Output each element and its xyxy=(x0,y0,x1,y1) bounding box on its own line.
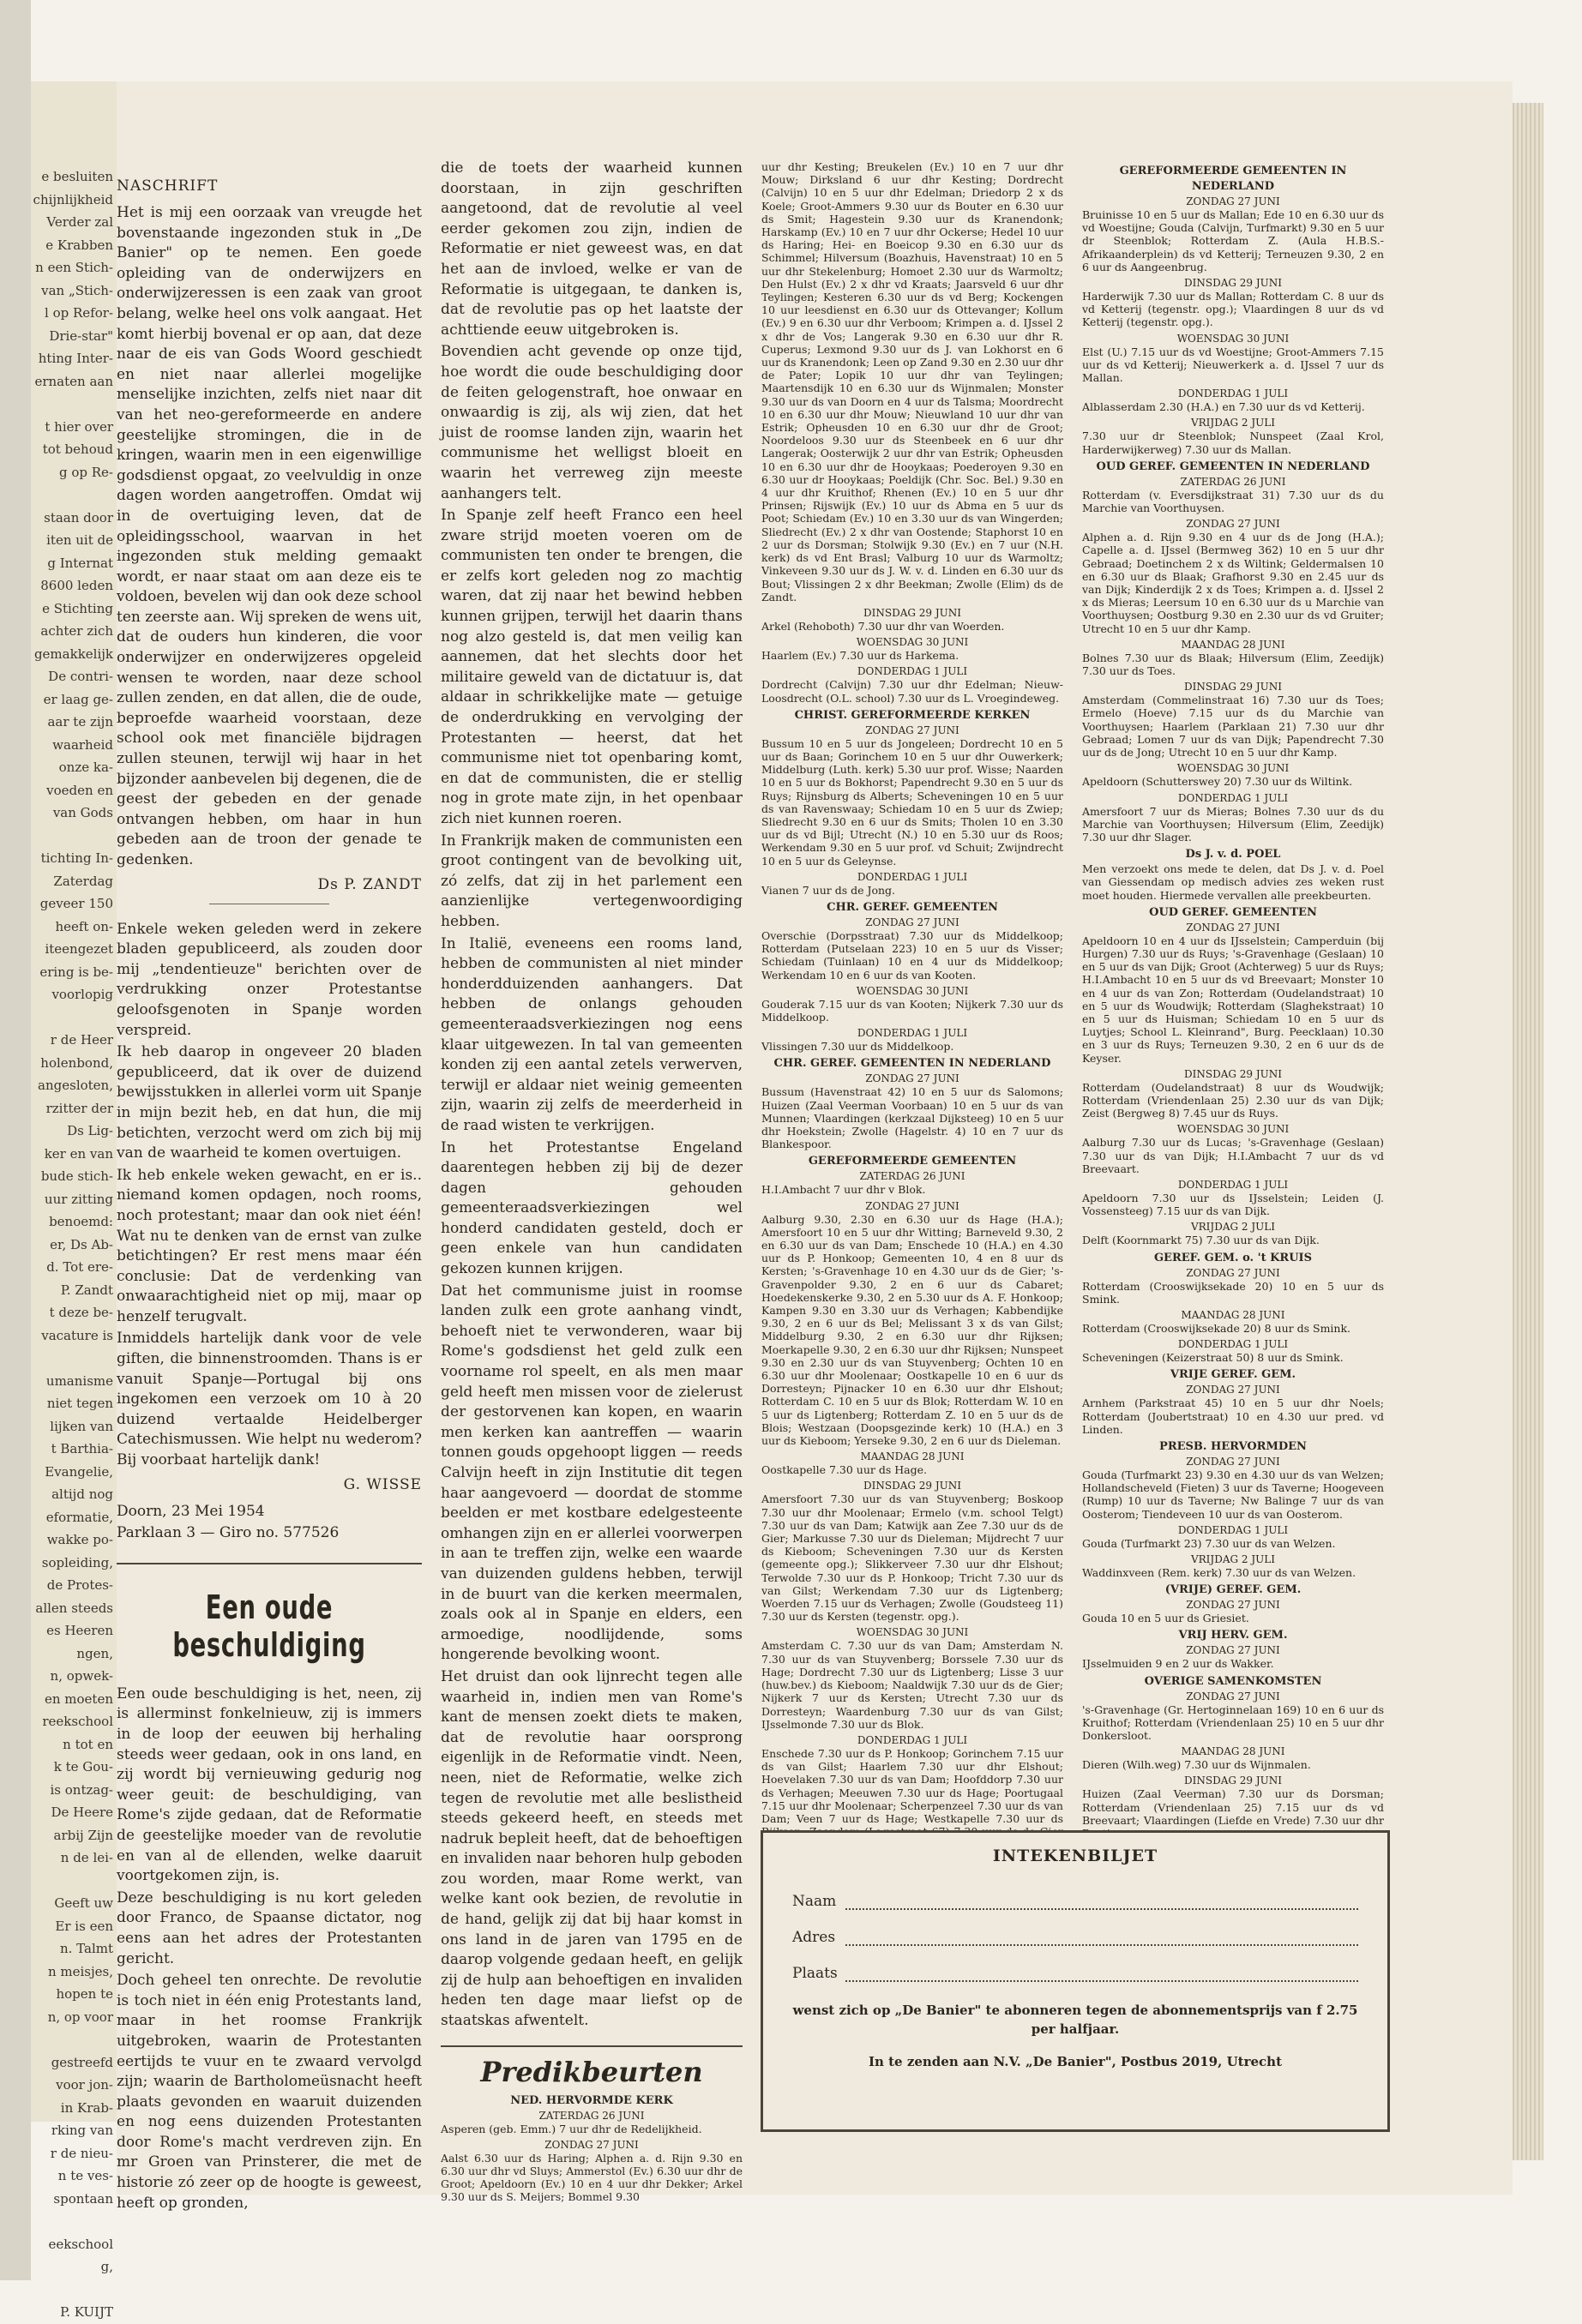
name-field[interactable] xyxy=(792,1893,1358,1910)
name-line[interactable] xyxy=(845,1896,1358,1910)
prev-page-line: rzitter der xyxy=(45,1100,113,1116)
prev-page-line: n, op voor xyxy=(47,2009,113,2025)
service-listing: Gouda (Turfmarkt 23) 9.30 en 4.30 uur ds van Welzen; Hollandscheveld (Fieten) 3 uur ds Taverne; Hoogeveen (Rump) 10 uur ds Taverne; Nw Balinge 7 uur ds van Oosterom; Tiendeveen 10 uur ds van Oosterom. xyxy=(1082,1468,1384,1521)
prev-page-line: reekschool xyxy=(42,1714,113,1729)
prev-page-line: niet tegen xyxy=(46,1396,113,1411)
service-listing: Vlissingen 7.30 uur ds Middelkoop. xyxy=(761,1040,954,1054)
day-heading: WOENSDAG 30 JUNI xyxy=(1176,332,1290,345)
day-heading: DINSDAG 29 JUNI xyxy=(1183,277,1283,290)
service-listing: Delft (Koornmarkt 75) 7.30 uur ds van Dijk. xyxy=(1082,1234,1320,1247)
prev-page-line: waarheid xyxy=(52,736,113,753)
service-listing: Huizen (Zaal Veerman) 7.30 uur ds Dorsman; Rotterdam (Vriendenlaan 25) 7.15 uur ds vd Breevaart; Vlaardingen (Liefde en Vrede) 7.30 uur dhr xyxy=(1082,1787,1384,1827)
day-heading: MAANDAG 28 JUNI xyxy=(1181,1745,1285,1758)
day-heading: VRIJDAG 2 JULI xyxy=(1190,417,1276,429)
letter-paragraph: Inmiddels hartelijk dank voor de vele giften, die binnenstroomden. Thans is er vanuit Spanje—Portugal bij ons ingekomen een verzoek om 10 à 20 duizend vertaalde Heidelberger Catechismussen. Wie helpt nu wederom? Bij voorbaat hartelijk dank! xyxy=(117,1330,422,1469)
service-listing: Arkel (Rehoboth) 7.30 uur dhr van Woerden. xyxy=(761,619,1005,633)
day-heading: DONDERDAG 1 JULI xyxy=(857,870,968,883)
prev-page-line: wakke po- xyxy=(46,1532,113,1547)
church-heading: GEREF. GEM. o. 't KRUIS xyxy=(1153,1251,1313,1264)
day-heading: DINSDAG 29 JUNI xyxy=(863,1480,962,1492)
service-listing: Gouda 10 en 5 uur ds Griesiet. xyxy=(1082,1612,1249,1625)
prev-page-line: gemakkelijk xyxy=(33,646,113,662)
prev-page-line: Verder zal xyxy=(46,214,113,230)
day-heading: ZONDAG 27 JUNI xyxy=(1186,921,1280,934)
article-headline: Een oude beschuldiging xyxy=(172,1588,366,1664)
prev-page-line: d. Tot ere- xyxy=(46,1259,113,1275)
day-heading: DONDERDAG 1 JULI xyxy=(1177,1523,1289,1536)
church-heading: GEREFORMEERDE GEMEENTEN IN NEDERLAND xyxy=(1119,165,1347,193)
prev-page-line: g, xyxy=(100,2259,113,2274)
prev-page-line xyxy=(31,1347,117,1370)
service-listing: Waddinxveen (Rem. kerk) 7.30 uur ds van Welzen. xyxy=(1082,1566,1356,1580)
address-line[interactable] xyxy=(845,1932,1358,1946)
article-paragraph: Bovendien acht gevende op onze tijd, hoe wordt die oude beschuldiging door de feiten gelogenstraft, hoe onwaar en onwaardig is zij, als wij zien, dat het juist de roomse landen zijn, waarin het communisme het welligst bloeit en waarin het verreweg zijn meeste aanhangers telt. xyxy=(441,343,743,502)
prev-page-line: sopleiding, xyxy=(41,1554,113,1570)
prev-page-line: in Krab- xyxy=(60,2099,113,2116)
prev-page-line: e besluiten xyxy=(41,169,113,184)
prev-page-line: e Krabben xyxy=(45,237,113,253)
prev-page-line: De Heere xyxy=(51,1805,113,1820)
prev-page-line: holenbond, xyxy=(40,1054,113,1071)
place-field[interactable] xyxy=(792,1965,1358,1982)
prev-page-line: Geeft uw xyxy=(54,1895,113,1911)
day-heading: DONDERDAG 1 JULI xyxy=(1177,1338,1289,1351)
day-heading: MAANDAG 28 JUNI xyxy=(1181,1308,1285,1321)
prev-page-line: hopen te xyxy=(56,1986,113,2002)
prev-page-line: Drie-star" xyxy=(49,327,113,344)
prev-page-line: de Protes- xyxy=(46,1577,113,1593)
prev-page-line: altijd nog xyxy=(51,1486,113,1502)
prev-page-line: chijnlijkheid xyxy=(33,191,113,207)
church-heading: Ds J. v. d. POEL xyxy=(1185,848,1281,862)
article-paragraph: Het druist dan ook lijnrecht tegen alle waarheid in, indien men van Rome's kant de mensen zoekt diets te maken, dat de revolutie haar oorsprong eigenlijk in de Reformatie vindt. Neen, neen, niet de Reformatie, welke zich tegen de revolutie met alle beslistheid steeds gekeerd heeft, en steeds met nadruk bepleit heeft, dat de behoeftigen en invaliden naar behoren hulp geboden zou worden, maar Rome werkt, van welke kant ook bezien, de revolutie in de hand, gelijk zij dat bij haar komst in ons land in de jaren van 1795 en de daarop volgende gedaan heeft, en gelijk zij de hulp aan behoeftigen en invaliden heden ten dage maar liefst op de staatskas afwentelt. xyxy=(441,1667,743,2030)
column-2 xyxy=(441,159,743,2207)
prev-page-line: aar te zijn xyxy=(47,714,113,730)
divider xyxy=(441,2045,743,2047)
service-listing: Rotterdam (Crooswijksekade 20) 8 uur ds Smink. xyxy=(1082,1321,1351,1335)
prev-page-line: geveer 150 xyxy=(39,896,113,911)
prev-page-line: r de nieu- xyxy=(50,2145,113,2161)
prev-page-line xyxy=(31,483,117,507)
service-listing: Apeldoorn 10 en 4 uur ds IJsselstein; Camperduin (bij Hurgen) 7.30 uur ds Ruys; 's-Gravenhage (Geslaan) 10 en 5 uur ds van Dijk; Groot (Achterweg) 5 uur ds Ruys; H.I.Ambacht 10 en 5 uur ds vd Breevaart; Monster 10 en 4 uur ds van Zon; Rotterdam (Oudelandstraat) 10 en 5 uur ds Woudwijk; Rotterdam (Slaghekstraat) 10 en 5 uur ds Huisman; Schiedam 10 en 5 uur ds Luytjes; School L. Kleinrand", Burg. Peecklaan) 10.30 en 3 uur ds Ruys; Terneuzen 9.30, 2 en 6 uur ds de Keyser. xyxy=(1082,934,1384,1065)
church-heading: PRESB. HERVORMDEN xyxy=(1159,1440,1307,1453)
prev-page-line: Evangelie, xyxy=(45,1463,113,1480)
prev-page-line: Ds Lig- xyxy=(67,1123,113,1138)
prev-page-line: is ontzag- xyxy=(50,1781,113,1798)
prev-page-line: er laag ge- xyxy=(43,691,113,707)
service-listing: Rotterdam (Oudelandstraat) 8 uur ds Woudwijk; Rotterdam (Vriendenlaan 25) 2.30 uur ds van Dijk; Zeist (Bergweg 8) 7.45 uur ds Ruys. xyxy=(1082,1080,1384,1120)
letter-paragraph: Ik heb daarop in ongeveer 20 bladen gepubliceerd, dat ik over de duizend bewijsstukken in allerlei vorm uit Spanje in mijn bezit heb, en dat hun, die mij betichten, verzocht werd om zich bij mij van de waarheid te komen overtuigen. xyxy=(117,1043,422,1162)
service-listing: H.I.Ambacht 7 uur dhr v Blok. xyxy=(761,1183,926,1197)
day-heading: ZONDAG 27 JUNI xyxy=(1186,518,1280,531)
service-listing: Arnhem (Parkstraat 45) 10 en 5 uur dhr Noels; Rotterdam (Joubertstraat) 10 en 4.30 uur pred. vd Linden. xyxy=(1082,1396,1384,1436)
service-listing: Asperen (geb. Emm.) 7 uur dhr de Redelijkheid. xyxy=(441,2122,702,2135)
day-heading: ZONDAG 27 JUNI xyxy=(865,1072,959,1085)
prev-page-line: n de lei- xyxy=(60,1850,113,1865)
church-heading: OUD GEREF. GEMEENTEN xyxy=(1149,905,1317,919)
naschrift-text: Het is mij een oorzaak van vreugde het bovenstaande ingezonden stuk in „De Banier" op te nemen. Een goede opleiding van de onderwijzers en onderwijzeressen is een zaak van groot belang, welke heel ons volk aangaat. Het komt hierbij bovenal er op aan, dat deze naar de eis van Gods Woord geschiedt en niet naar allerlei mogelijke menselijke inzichten, zelfs niet naar dit van het neo-gereformeerde en andere geestelijke stromingen, die in de kringen, waarin men in een eigenwillige godsdienst opgaat, zo veelvuldig in onze dagen worden aangetroffen. Omdat wij in de overtuiging leven, dat de opleidingsschool, waarvan in het ingezonden stuk melding gemaakt wordt, er naar staat om aan deze eis te voldoen, bevelen wij dan ook deze school ten zeerste aan. Wij spreken de wens uit, dat de ouders hun kinderen, die voor onderwijzer en onderwijzeres opgeleid wensen te worden, naar deze school zullen zenden, en dat allen, die de oude, beproefde waarheid voorstaan, deze school ook met financiële bijdragen zullen steunen, terwijl wij haar in het bijzonder aanbevelen bij degenen, die de geest der gebeden en der genade ontvangen hebben, om haar in hun gebeden aan de troon der genade te gedenken. xyxy=(117,204,422,868)
day-heading: VRIJDAG 2 JULI xyxy=(1190,1221,1276,1234)
service-listing: Amersfoort 7 uur ds Mieras; Bolnes 7.30 uur ds du Marchie van Voorthuysen; Hilversum (Elim, Zeedijk) 7.30 uur dhr Slager. xyxy=(1082,804,1384,844)
church-heading: GEREFORMEERDE GEMEENTEN xyxy=(808,1155,1017,1168)
day-heading: WOENSDAG 30 JUNI xyxy=(856,1626,969,1639)
prev-page-line: De contri- xyxy=(48,669,113,684)
prev-page-line: achter zich xyxy=(40,623,113,639)
prev-page-line: hting Inter- xyxy=(38,351,113,366)
day-heading: WOENSDAG 30 JUNI xyxy=(856,636,969,649)
service-listing: Rotterdam (v. Eversdijkstraat 31) 7.30 uur ds du Marchie van Voorthuysen. xyxy=(1082,488,1384,515)
article-paragraph: In Frankrijk maken de communisten een groot contingent van de bevolking uit, zó zelfs, dat zij in het parlement een aanzienlijke vertegenwoordiging hebben. xyxy=(441,832,743,930)
prev-page-line: 8600 leden xyxy=(40,578,113,593)
service-listing: Enschede 7.30 uur ds P. Honkoop; Gorinchem 7.15 uur ds van Gilst; Haarlem 7.30 uur dhr Elshout; Hoevelaken 7.30 uur ds van Dam; Hoofddorp 7.30 uur ds Verhagen; Meeuwen 7.30 uur ds Hage; Poortugaal 7.15 uur dhr Moolenaar; Scherpenzeel 7.30 uur ds van Dam; Veen 7 uur ds Hage; Westkapelle 7.30 uur ds xyxy=(761,1746,1063,1825)
prev-page-line: n, opwek- xyxy=(50,1668,113,1684)
service-listing: Bussum 10 en 5 uur ds Jongeleen; Dordrecht 10 en 5 uur ds Baan; Gorinchem 10 en 5 uur dhr Ouwerkerk; Middelburg (Luth. kerk) 5.30 uur prof. Wisse; Naarden 10 en 5 uur ds Bokhorst; Papendrecht 9.30 en 5 uur ds Ruys; Rijnsburg ds Alberts; Scheveningen 10 en 5 uur ds van Ravenswaay; Schiedam 10 en 5 uur ds Zwiep; Sliedrecht 9.30 en 6 uur ds Smits; Tholen 10 en 3.30 uur ds vd Bijl; Utrecht (N.) 10 en 5.30 uur ds Roos; Werkendam 9.30 en 5 uur prof. vd Schuit; Zwijndrecht 10 en 5 uur ds Geleynse. xyxy=(761,736,1063,868)
service-listing: Elst (U.) 7.15 uur ds vd Woestijne; Groot-Ammers 7.15 uur ds vd Ketterij; Nieuwerkerk a. d. IJssel 7 uur ds Mallan. xyxy=(1082,345,1384,385)
service-listing: Bruinisse 10 en 5 uur ds Mallan; Ede 10 en 6.30 uur ds vd Woestijne; Gouda (Calvijn, Turfmarkt) 9.30 en 5 uur dr Steenblok; Rotterdam Z. (Aula H.B.S.- Afrikaanderplein) ds vd Ketterij; Terneuzen 9.30, 2 en 6 uur ds Aangeenbrug. xyxy=(1082,208,1384,273)
prev-page-line: tichting In- xyxy=(40,850,113,866)
article-paragraph: Een oude beschuldiging is het, neen, zij is allerminst fonkelnieuw, zij is immers in de loop der eeuwen bij herhaling steeds weer gedaan, ook in ons land, en zij wordt bij vernieuwing gedurig nog weer geuit: de beschuldiging, van Rome's zijde gedaan, dat de Reformatie de geestelijke moeder van de revolutie en van al de ellenden, welke daaruit voortgekomen zijn, is. xyxy=(117,1684,422,1885)
day-heading: ZONDAG 27 JUNI xyxy=(544,2138,639,2151)
prev-page-line: ernaten aan xyxy=(34,373,113,389)
service-listing: Apeldoorn (Schutterswey 20) 7.30 uur ds Wiltink. xyxy=(1082,775,1353,789)
service-listing: Dieren (Wilh.weg) 7.30 uur ds Wijnmalen. xyxy=(1082,1758,1311,1772)
day-heading: DINSDAG 29 JUNI xyxy=(1183,1067,1283,1080)
day-heading: ZONDAG 27 JUNI xyxy=(865,916,959,928)
service-listing: Haarlem (Ev.) 7.30 uur ds Harkema. xyxy=(761,649,959,663)
prev-page-line: onze ka- xyxy=(58,760,113,775)
day-heading: DINSDAG 29 JUNI xyxy=(1183,681,1283,694)
address-field[interactable] xyxy=(792,1929,1358,1946)
service-listing: Apeldoorn 7.30 uur ds IJsselstein; Leiden (J. Vossensteeg) 7.15 uur ds van Dijk. xyxy=(1082,1191,1384,1218)
day-heading: ZATERDAG 26 JUNI xyxy=(1180,475,1286,488)
name-label: Naam xyxy=(792,1893,837,1910)
church-heading: CHR. GEREF. GEMEENTEN xyxy=(827,900,998,914)
service-listing: Vianen 7 uur ds de Jong. xyxy=(761,883,896,897)
prev-page-line: en moeten xyxy=(44,1690,113,1707)
service-listing: Aalburg 7.30 uur ds Lucas; 's-Gravenhage (Geslaan) 7.30 uur ds van Dijk; H.I.Ambacht 7 uur ds vd Breevaart. xyxy=(1082,1136,1384,1175)
day-heading: WOENSDAG 30 JUNI xyxy=(1176,762,1290,775)
letter-place-date: Doorn, 23 Mei 1954 xyxy=(117,1502,265,1520)
day-heading: DONDERDAG 1 JULI xyxy=(1177,387,1289,400)
service-listing: Amsterdam C. 7.30 uur ds van Dam; Amsterdam N. 7.30 uur ds van Stuyvenberg; Borssele 7.30 uur ds Hage; Dordrecht 7.30 uur ds Ligtenberg; Lisse 3 uur (huw.bev.) ds Kieboom; Naaldwijk 7.30 uur ds de Gier; Nijkerk 7 uur ds Kersten; Utrecht 7.30 uur ds Dorresteyn; Waardenburg 7.30 uur ds van Gilst; IJsselmonde 7.30 uur ds Blok. xyxy=(761,1639,1063,1731)
service-listing: 7.30 uur dr Steenblok; Nunspeet (Zaal Krol, Harderwijkerweg) 7.30 uur ds Mallan. xyxy=(1082,429,1384,456)
prev-page-line: iten uit de xyxy=(46,532,113,548)
service-listing: Bolnes 7.30 uur ds Blaak; Hilversum (Elim, Zeedijk) 7.30 uur ds Toes. xyxy=(1082,651,1384,678)
service-listing: Dordrecht (Calvijn) 7.30 uur dhr Edelman; Nieuw-Loosdrecht (O.L. school) 7.30 uur ds L. Vroegindeweg. xyxy=(761,678,1063,705)
prev-page-line: iteengezet xyxy=(45,941,113,957)
prev-page-line: arbij Zijn xyxy=(53,1827,113,1843)
prev-page-line: vacature is xyxy=(41,1327,113,1343)
prev-page-line: staan door xyxy=(44,509,113,525)
book-spine xyxy=(0,0,31,2280)
prev-page-line: g Internat xyxy=(47,555,113,571)
service-listing: Alblasserdam 2.30 (H.A.) en 7.30 uur ds vd Ketterij. xyxy=(1082,400,1365,414)
article-paragraph: Doch geheel ten onrechte. De revolutie is toch niet in één enig Protestants land, maar in het roomse Frankrijk uitgebroken, waarin de Protestanten eertijds te vuur en te zwaard vervolgd zijn; waarin de Bartholomeüsnacht heeft plaats gevonden en waaruit duizenden en nog eens duizenden Protestanten door Rome's macht verdreven zijn. En mr Groen van Prinsterer, die met de historie zó zeer op de hoogte is geweest, heeft op gronden, xyxy=(117,1972,422,2212)
prev-page-line: gestreefd xyxy=(51,2054,113,2070)
prev-page-line: k te Gou- xyxy=(53,1759,113,1775)
service-listing: uur dhr Kesting; Breukelen (Ev.) 10 en 7 uur dhr Mouw; Dirksland 6 uur dhr Kesting; Dordrecht (Calvijn) 10 en 5 uur dhr Edelman; Driedorp 2 x ds Koele; Groot-Ammers 9.30 uur ds Bouter en 6.30 uur ds Smit; Hagestein 9.30 uur ds Kranendonk; Harskamp (Ev.) 10 en 7 uur dhr Ockerse; Hedel 10 uur ds Haring; Hei- en Boeicop 9.30 en 6.30 uur ds Schimmel; Hilversum (Boazhuis, Havenstraat) 10 en 5 uur dhr Stekelenburg; Homoet 2.30 uur ds Warmoltz; Den Hulst (Ev.) 2 x dhr vd Kraats; Jaarsveld 6 uur dhr Teylingen; Kesteren 6.30 uur ds vd Berg; Kockengen 10 uur leesdienst en 6.30 uur ds Ottevanger; Kollum (Ev.) 9 en 6.30 uur dhr Verboom; Krimpen a. d. IJssel 2 x dhr de Vos; Langerak 9.30 en 6.30 uur dhr R. Cuperus; Lexmond 9.30 uur ds J. van Lokhorst en 6 uur ds Kranendonk; Leen op Zand 9.30 en 2.30 uur dhr de Pater; Lopik 10 uur dhr van Teylingen; Maartensdijk 10 en 6.30 uur ds Wijnmalen; Monster 9.30 uur ds van Doorn en 4 uur ds Talsma; Moordrecht 10 en 6.30 uur dhr Mouw; Nieuwland 10 uur dhr van Estrik; Opheusden 10 en 6.30 uur dhr de Groot; Noordeloos 9.30 uur ds Steenbeek en 6 uur dhr Langerak; Oosterwijk 2 uur dhr van Estrik; Opheusden 10 en 6.30 uur dhr de Hooykaas; Poederoyen 9.30 en 6.30 uur dr Hooykaas; Poeldijk (Chr. Soc. Bel.) 9.30 en 4 uur dhr Kruithof; Rhenen (Ev.) 10 en 5 uur dhr Prinsen; Rijswijk (Ev.) 10 uur ds Abma en 5 uur ds Poot; Schiedam (Ev.) 10 en 3.30 uur ds van Wingerden; Sliedrecht (Ev.) 2 x dhr van Oostende; Staphorst 10 en 2 uur ds Dorsman; Stolwijk 9.30 (Ev.) en 7 uur (N.H. kerk) ds vd Ent Brasl; Valburg 10 uur ds Warmoltz; Vinkeveen 9.30 uur ds J. W. v. d. Linden en 6.30 uur ds Bout; Vlissingen 2 x dhr Beekman; Zwolle (Elim) ds de Zandt. xyxy=(761,160,1063,604)
article-paragraph: Dat het communisme juist in roomse landen zulk een grote aanhang vindt, behoeft niet te verwonderen, waar bij Rome's godsdienst het geld zulk een voorname rol speelt, en als men maar geld heeft men missen voor de zielerust der gestorvenen kan kopen, en waarin men kerken kan aantreffen — waarin tonnen gouds opgehoopt liggen — reeds Calvijn heeft in zijn Institutie dit tegen haar aangevoerd — doordat de stomme beelden er met kostbare edelgesteente omhangen zijn en er allerlei voorwerpen in aan te treffen zijn, welke een waarde van duizenden guldens hebben, terwijl in de buurt van die kerken meermalen, zoals ook al in Spanje en elders, een armoedige, noodlijdende, soms hongerende bevolking woont. xyxy=(441,1282,743,1664)
prev-page-line xyxy=(31,2210,117,2233)
prev-page-line xyxy=(31,1006,117,1030)
service-listing: Alphen a. d. Rijn 9.30 en 4 uur ds de Jong (H.A.); Capelle a. d. IJssel (Bermweg 362) 10 en 5 uur dhr Gebraad; Doetinchem 2 x ds Wiltink; Geldermalsen 10 en 6.30 uur ds Blaak; Grafhorst 9.30 en 2.45 uur ds van Dijk; Kinderdijk 2 x ds Toes; Krimpen a. d. IJssel 2 x ds Mieras; Leersum 10 en 6.30 uur ds u Marchie van Voorthuysen; Oostburg 9.30 en 2.30 uur ds vd Gruiter; Utrecht 10 en 5 uur dhr Kamp. xyxy=(1082,531,1384,635)
article-paragraph: In Spanje zelf heeft Franco een heel zware strijd moeten voeren om de communisten ten onder te brengen, die er zelfs kort geleden nog zo machtig waren, dat zij naar het bewind hebben kunnen grijpen, terwijl het daarin thans nog alzo gesteld is, dat men veilig kan aannemen, dat het slechts door het militaire geweld van de dictatuur is, dat aldaar in schrikkelijke mate — getuige de onderdrukking en vervolging der Protestanten — heerst, dat het communisme niet tot openbaring komt, en dat de communisten, die er stellig nog in grote mate zijn, in het openbaar zich niet kunnen roeren. xyxy=(441,507,743,827)
prev-page-line: benoemd: xyxy=(49,1214,113,1229)
prev-page-line: e Stichting xyxy=(42,600,113,616)
service-listing: IJsselmuiden 9 en 2 uur ds Wakker. xyxy=(1082,1657,1274,1671)
prev-page-line: voor jon- xyxy=(56,2077,113,2093)
predikbeurten-title: Predikbeurten xyxy=(480,2055,703,2088)
prev-page-line: Zaterdag xyxy=(53,873,113,889)
prev-page-line: spontaan xyxy=(53,2190,113,2207)
service-listing: Aalst 6.30 uur ds Haring; Alphen a. d. Rijn 9.30 en 6.30 uur dhr vd Sluys; Ammerstol (Ev.) 6.30 uur dhr de Groot; Apeldoorn (Ev.) 10 en 4 uur dhr Dekker; Arkel 9.30 uur ds S. Meijers; Bommel 9.30 xyxy=(441,2151,743,2204)
service-listing: Aalburg 9.30, 2.30 en 6.30 uur ds Hage (H.A.); Amersfoort 10 en 5 uur dhr Witting; Barneveld 9.30, 2 en 6.30 uur ds van Dam; Enschede 10 (H.A.) en 4.30 uur ds P. Honkoop; Gemeenten 10, 4 en 8 uur ds Kersten; 's-Gravenhage 10 en 4.30 uur ds de Gier; 's-Gravenpolder 9.30, 2 en 6 uur ds Cabaret; Hoedekenskerke 9.30, 2 en 5.30 uur ds A. F. Honkoop; Kampen 9.30 en 3.30 uur ds Verhagen; Kabbendijke 9.30, 2 en 6 uur ds Bel; Melissant 3 x ds van Gilst; Middelburg 9.30, 2 en 6.30 uur dhr Rijksen; Moerkapelle 9.30, 2 en 6.30 uur dhr Rijksen; Nunspeet 9.30 en 2.30 uur ds van Stuyvenberg; Ochten 10 en 6.30 uur dhr Moolenaar; Oostkapelle 10 en 6 uur ds Dorresteyn; Pijnacker 10 en 6.30 uur dhr Elshout; Rotterdam C. 10 en 5 uur ds Blok; Rotterdam W. 10 en 5 uur ds Ligtenberg; Rotterdam Z. 10 en 5 uur ds de Blois; Westzaan (Doopsgezinde kerk) 10 (H.A.) en 3 uur ds Kieboom; Yerseke 9.30, 2 en 6 uur ds Dieleman. xyxy=(761,1212,1063,1448)
prev-page-line: l op Refor- xyxy=(45,305,113,321)
prev-page-line: voeden en xyxy=(46,782,113,798)
prev-page-line: van „Stich- xyxy=(41,282,113,298)
prev-page-line: eekschool xyxy=(48,2236,113,2252)
article-paragraph: In Italië, eveneens een rooms land, hebben de communisten al niet minder honderdduizenden aanhangers. Dat hebben de onlangs gehouden gemeenteraadsverkiezingen nog eens klaar uitgewezen. In tal van gemeenten konden zij een aantal zetels verwerven, terwijl er aldaar niet weinig gemeenten zijn, waarin zij zelfs de meerderheid in de raad wisten te verkrijgen. xyxy=(441,934,743,1134)
prev-page-line xyxy=(31,2028,117,2051)
prev-page-line: rking van xyxy=(51,2123,113,2138)
prev-page-line: es Heeren xyxy=(46,1623,113,1638)
prev-page-line: r de Heer xyxy=(50,1032,113,1048)
form-title: INTEKENBILJET xyxy=(992,1847,1158,1865)
article-paragraph: In het Protestantse Engeland daarentegen hebben zij bij de dezer dagen gehouden gemeenteraadsverkiezingen wel honderd candidaten gesteld, doch er geen enkele van hun candidaten gekozen kunnen krijgen. xyxy=(441,1138,743,1278)
prev-page-line: eformatie, xyxy=(45,1509,113,1525)
day-heading: MAANDAG 28 JUNI xyxy=(860,1450,965,1463)
day-heading: DONDERDAG 1 JULI xyxy=(857,1027,968,1040)
day-heading: VRIJDAG 2 JULI xyxy=(1190,1553,1276,1566)
church-heading: CHRIST. GEREFORMEERDE KERKEN xyxy=(794,708,1031,722)
church-heading: OUD GEREF. GEMEENTEN IN NEDERLAND xyxy=(1096,459,1370,473)
service-listing: Rotterdam (Crooswijksekade 20) 10 en 5 uur ds Smink. xyxy=(1082,1279,1384,1306)
service-listing: Overschie (Dorpsstraat) 7.30 uur ds Middelkoop; Rotterdam (Putselaan 223) 10 en 5 uur ds Visser; Schiedam (Tuinlaan) 10 en 4 uur ds Middelkoop; Werkendam 10 en 6 uur ds van Kooten. xyxy=(761,928,1063,982)
day-heading: WOENSDAG 30 JUNI xyxy=(1176,1123,1290,1136)
prev-page-line: Er is een xyxy=(55,1918,113,1934)
prev-page-line: n. Talmt xyxy=(59,1941,113,1956)
article-paragraph: Deze beschuldiging is nu kort geleden door Franco, de Spaanse dictator, nog eens aan het adres der Protestanten gericht. xyxy=(117,1889,422,1967)
service-listing: Amersfoort 7.30 uur ds van Stuyvenberg; Boskoop 7.30 uur dhr Moolenaar; Ermelo (v.m. school Telgt) 7.30 uur ds van Dam; Katwijk aan Zee 7.30 uur ds de Gier; Markusse 7.30 uur ds Dieleman; Mijdrecht 7 uur ds Kieboom; Scheveningen 7.30 uur ds Kersten (gemeente opg.); Slikkerveer 7.30 uur dhr Elshout; Terwolde 7.30 uur ds P. Honkoop; Tricht 7.30 uur ds van Gilst; Werkendam 7.30 uur ds Ligtenberg; Woerden 7.15 uur ds Verhagen; Zwolle (Goudsteeg 11) 7.30 uur ds Kersten (tegenstr. opg.). xyxy=(761,1492,1063,1624)
day-heading: DINSDAG 29 JUNI xyxy=(1183,1775,1283,1787)
letter-signature: G. WISSE xyxy=(343,1475,422,1493)
prev-page-line: n meisjes, xyxy=(47,1963,113,1979)
church-heading: OVERIGE SAMENKOMSTEN xyxy=(1144,1674,1322,1688)
day-heading: MAANDAG 28 JUNI xyxy=(1181,638,1285,651)
service-listing: Scheveningen (Keizerstraat 50) 8 uur ds Smink. xyxy=(1082,1351,1344,1365)
day-heading: ZONDAG 27 JUNI xyxy=(1186,1644,1280,1657)
prev-page-line: lijken van xyxy=(50,1418,113,1434)
subscription-text: wenst zich op „De Banier" te abonneren tegen de abonnementsprijs van f 2.75 per halfjaar. xyxy=(792,2003,1358,2037)
day-heading: DONDERDAG 1 JULI xyxy=(857,665,968,678)
day-heading: ZONDAG 27 JUNI xyxy=(1186,1690,1280,1702)
prev-page-line xyxy=(31,1870,117,1893)
naschrift-heading: NASCHRIFT xyxy=(117,177,219,195)
day-heading: ZONDAG 27 JUNI xyxy=(1186,195,1280,207)
prev-page-line: umanisme xyxy=(45,1372,113,1389)
service-listing: Harderwijk 7.30 uur ds Mallan; Rotterdam C. 8 uur ds vd Ketterij (tegenstr. opg.); Vlaardingen 8 uur ds vd Ketterij (tegenstr. opg.). xyxy=(1082,290,1384,329)
prev-page-line: P. KUIJT xyxy=(60,2304,113,2320)
prev-page-line: t Barthia- xyxy=(51,1441,113,1456)
service-listing: Gouda (Turfmarkt 23) 7.30 uur ds van Welzen. xyxy=(1082,1536,1336,1550)
prev-page-line: P. Zandt xyxy=(60,1282,113,1298)
day-heading: ZATERDAG 26 JUNI xyxy=(538,2109,645,2122)
place-line[interactable] xyxy=(845,1968,1358,1982)
prev-page-line: van Gods xyxy=(52,805,113,820)
prev-page-line: ker en van xyxy=(44,1145,113,1162)
day-heading: ZONDAG 27 JUNI xyxy=(1186,1266,1280,1279)
prev-page-line: heeft on- xyxy=(55,918,113,934)
service-listing: 's-Gravenhage (Gr. Hertoginnelaan 169) 10 en 6 uur ds Kruithof; Rotterdam (Vriendenlaan 25) 10 en 5 uur dhr Donkersloot. xyxy=(1082,1702,1384,1743)
subscription-form xyxy=(761,1830,1390,2132)
day-heading: DONDERDAG 1 JULI xyxy=(1177,791,1289,804)
prev-page-line: n te ves- xyxy=(57,2168,113,2183)
service-listing: Amsterdam (Commelinstraat 16) 7.30 uur ds Toes; Ermelo (Hoeve) 7.15 uur ds du Marchie van Voorthuysen; Haarlem (Parklaan 21) 7.30 uur dhr Gebraad; Lomen 7 uur ds van Dijk; Papendrecht 7.30 uur ds de Jong; Utrecht 10 en 5 uur dhr Kamp. xyxy=(1082,694,1384,760)
church-heading: VRIJE GEREF. GEM. xyxy=(1170,1368,1296,1382)
newspaper-page xyxy=(117,81,1513,2212)
letter-address: Parklaan 3 — Giro no. 577526 xyxy=(117,1524,340,1542)
send-to-text: In te zenden aan N.V. „De Banier", Postbus 2019, Utrecht xyxy=(868,2054,1282,2069)
prev-page-line: n een Stich- xyxy=(35,260,113,275)
day-heading: ZONDAG 27 JUNI xyxy=(865,1199,959,1212)
service-listing: Gouderak 7.15 uur ds van Kooten; Nijkerk 7.30 uur ds Middelkoop. xyxy=(761,997,1063,1024)
prev-page-line: tot behoud xyxy=(42,441,113,457)
column-4 xyxy=(1082,160,1384,1956)
naschrift-signature: Ds P. ZANDT xyxy=(317,875,422,893)
column-1 xyxy=(117,167,422,2215)
prev-page-line: allen steeds xyxy=(35,1600,113,1616)
letter-paragraph: Ik heb enkele weken gewacht, en er is.. niemand komen opdagen, noch rooms, noch protestant; maar dan ook niet één! Wat nu te denken van de ernst van zulke betichtingen? Er rest mens maar één conclusie: Dat de verdenking van onwaarachtigheid niet op mij, maar op henzelf terugvalt. xyxy=(117,1166,422,1325)
prev-page-line xyxy=(31,825,117,848)
prev-page-line: ngen, xyxy=(76,1645,113,1661)
prev-page-line: voorlopig xyxy=(51,987,113,1002)
prev-page-line: n tot en xyxy=(63,1736,113,1752)
prev-page-line: angesloten, xyxy=(38,1078,113,1093)
day-heading: WOENSDAG 30 JUNI xyxy=(856,984,969,997)
article-paragraph: die de toets der waarheid kunnen doorstaan, in zijn geschriften aangetoond, dat de revolutie al veel eerder gekomen zou zijn, indien de Reformatie er niet geweest was, en dat het aan de invloed, welke er van de Reformatie is uitgegaan, te danken is, dat de revolutie pas op het laatste der achttiende eeuw uitgebroken is. xyxy=(441,159,743,339)
church-heading: VRIJ HERV. GEM. xyxy=(1178,1629,1288,1642)
prev-page-line: t deze be- xyxy=(49,1305,113,1320)
day-heading: DONDERDAG 1 JULI xyxy=(1177,1178,1289,1191)
previous-page-fragment xyxy=(31,81,118,2320)
prev-page-line: bude stich- xyxy=(40,1168,113,1184)
page-stack-edge xyxy=(1513,103,1543,2160)
place-label: Plaats xyxy=(792,1965,838,1982)
day-heading: ZATERDAG 26 JUNI xyxy=(859,1170,965,1183)
day-heading: ZONDAG 27 JUNI xyxy=(865,724,959,736)
day-heading: DONDERDAG 1 JULI xyxy=(857,1733,968,1746)
service-listing: Oostkapelle 7.30 uur ds Hage. xyxy=(761,1463,927,1477)
prev-page-line xyxy=(31,2279,117,2302)
divider xyxy=(117,1563,422,1564)
prev-page-line: uur zitting xyxy=(44,1191,113,1207)
service-listing: Men verzoekt ons mede te delen, dat Ds J. v. d. Poel van Giessendam op medisch advies zes weken rust moet houden. Hiermede vervallen alle preekbeurten. xyxy=(1082,862,1384,902)
prev-page-line: er, Ds Ab- xyxy=(50,1236,113,1252)
prev-page-line: g op Re- xyxy=(58,464,113,480)
prev-page-line: t hier over xyxy=(45,418,113,435)
prev-page-line xyxy=(31,393,117,416)
prev-page-line: ering is be- xyxy=(39,964,113,980)
day-heading: ZONDAG 27 JUNI xyxy=(1186,1599,1280,1612)
service-listing: Bussum (Havenstraat 42) 10 en 5 uur ds Salomons; Huizen (Zaal Veerman Voorbaan) 10 en 5 uur ds van Munnen; Vlaardingen (kerkzaal Dijksteeg) 10 en 5 uur dhr Hoekstein; Zwolle (Hagelstr. 4) 10 en 7 uur ds Blankespoor. xyxy=(761,1085,1063,1151)
church-heading: CHR. GEREF. GEMEENTEN IN NEDERLAND xyxy=(773,1057,1051,1071)
column-3 xyxy=(761,160,1063,1896)
day-heading: ZONDAG 27 JUNI xyxy=(1186,1456,1280,1468)
day-heading: DINSDAG 29 JUNI xyxy=(863,606,962,619)
church-heading: NED. HERVORMDE KERK xyxy=(510,2093,673,2107)
address-label: Adres xyxy=(792,1929,836,1946)
letter-paragraph: Enkele weken geleden werd in zekere bladen gepubliceerd, als zouden door mij „tendentieuze" berichten over de verdrukking onzer Protestantse geloofsgenoten in Spanje worden verspreid. xyxy=(117,920,422,1039)
day-heading: ZONDAG 27 JUNI xyxy=(1186,1384,1280,1396)
church-heading: (VRIJE) GEREF. GEM. xyxy=(1164,1583,1302,1597)
